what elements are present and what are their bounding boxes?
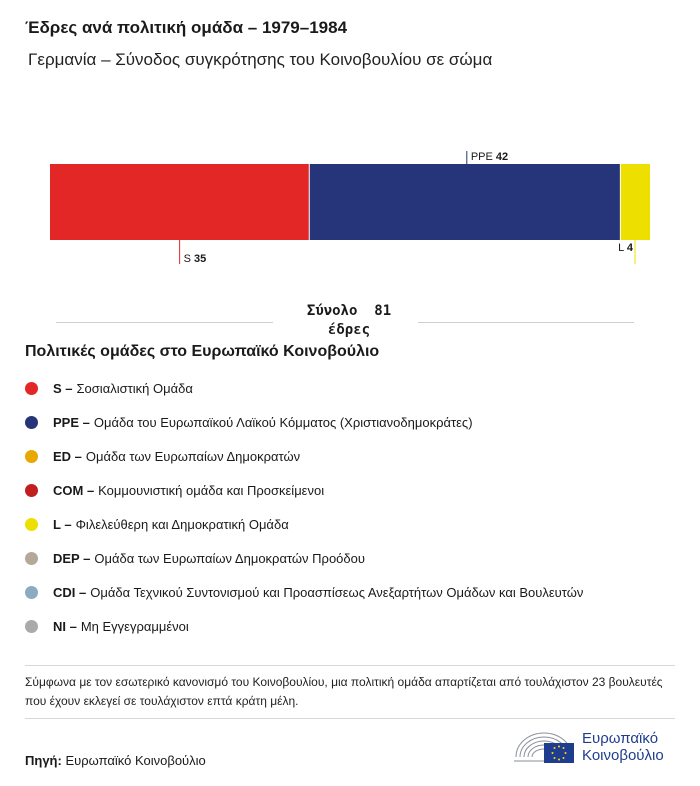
bar-segment-l xyxy=(620,164,650,240)
legend-code: COM – xyxy=(53,482,95,498)
legend-code: L – xyxy=(53,516,72,532)
legend-item xyxy=(25,439,583,473)
legend-swatch-icon xyxy=(25,586,38,599)
legend-code: PPE – xyxy=(53,414,90,430)
legend-code: DEP – xyxy=(53,550,91,566)
total-seats-line1: Σύνολο 81 xyxy=(306,303,392,319)
data-label-name: PPE xyxy=(470,151,496,163)
data-label-l xyxy=(618,242,634,254)
chart-title: Έδρες ανά πολιτική ομάδα – 1979–1984 xyxy=(25,18,348,37)
legend-item xyxy=(25,541,583,575)
legend-item xyxy=(25,609,583,643)
legend-code: NI – xyxy=(53,618,77,634)
logo-text-line2: Κοινοβούλιο xyxy=(582,747,664,764)
data-label-name: L xyxy=(618,242,627,254)
logo-text-line1: Ευρωπαϊκό xyxy=(582,730,659,747)
data-label-value: 4 xyxy=(626,242,633,254)
legend-text: Ομάδα των Ευρωπαίων Δημοκρατών xyxy=(85,448,301,464)
bar-segment-s xyxy=(50,164,309,240)
source-text: Ευρωπαϊκό Κοινοβούλιο xyxy=(65,753,206,768)
legend-text: Ομάδα των Ευρωπαίων Δημοκρατών Προόδου xyxy=(94,550,365,566)
legend-text: Ομάδα του Ευρωπαϊκού Λαϊκού Κόμματος (Χριστιανοδημοκράτες) xyxy=(93,414,473,430)
seat-bar-chart xyxy=(0,140,700,280)
legend-text: Ομάδα Τεχνικού Συντονισμού και Προασπίσεως Ανεξαρτήτων Ομάδων και Βουλευτών xyxy=(90,584,584,600)
legend-swatch-icon xyxy=(25,416,38,429)
legend-text: Σοσιαλιστική Ομάδα xyxy=(76,380,193,396)
legend-text: Φιλελεύθερη και Δημοκρατική Ομάδα xyxy=(75,516,289,532)
european-parliament-logo-icon xyxy=(512,727,576,767)
data-label-ppe xyxy=(471,151,508,163)
legend-code: ED – xyxy=(53,448,82,464)
legend-title: Πολιτικές ομάδες στο Ευρωπαϊκό Κοινοβούλιο xyxy=(25,343,380,360)
legend-item xyxy=(25,575,583,609)
footnote-rule-top xyxy=(25,665,675,666)
total-seats-label xyxy=(276,302,422,340)
total-seats-line2: έδρες xyxy=(327,322,371,338)
bar-segment-ppe xyxy=(309,164,620,240)
legend-swatch-icon xyxy=(25,450,38,463)
legend-code: CDI – xyxy=(53,584,87,600)
source-label: Πηγή: xyxy=(25,753,62,768)
data-label-value: 35 xyxy=(194,253,207,265)
total-divider-left xyxy=(56,322,273,323)
legend-item xyxy=(25,473,583,507)
legend-swatch-icon xyxy=(25,552,38,565)
footnote-rule-bottom xyxy=(25,718,675,719)
legend-swatch-icon xyxy=(25,382,38,395)
legend-swatch-icon xyxy=(25,518,38,531)
legend-swatch-icon xyxy=(25,484,38,497)
data-label-name: S xyxy=(183,253,195,265)
source xyxy=(25,753,206,768)
legend-text: Μη Εγγεγραμμένοι xyxy=(80,618,189,634)
legend-swatch-icon xyxy=(25,620,38,633)
legend xyxy=(25,371,583,643)
legend-code: S – xyxy=(53,380,73,396)
legend-text: Κομμουνιστική ομάδα και Προσκείμενοι xyxy=(98,482,325,498)
legend-item xyxy=(25,371,583,405)
legend-item xyxy=(25,507,583,541)
european-parliament-logo xyxy=(512,727,664,767)
total-divider-right xyxy=(418,322,634,323)
data-label-s xyxy=(184,253,207,265)
chart-subtitle: Γερμανία – Σύνοδος συγκρότησης του Κοινοβουλίου σε σώμα xyxy=(28,50,493,69)
data-label-value: 42 xyxy=(495,151,509,163)
logo-text xyxy=(582,730,664,764)
legend-item xyxy=(25,405,583,439)
footnote: Σύμφωνα με τον εσωτερικό κανονισμό του Κοινοβουλίου, μια πολιτική ομάδα απαρτίζεται από τουλάχιστον 23 βουλευτές που έχουν εκλεγεί σε τουλάχιστον επτά κράτη μέλη. xyxy=(25,675,663,708)
